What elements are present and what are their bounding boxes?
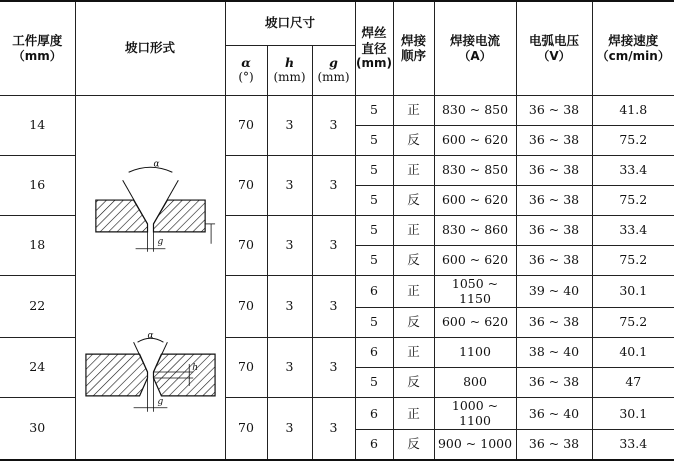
alpha-label: α [152, 158, 160, 169]
header-wire-diameter: 焊丝直径 (mm) [355, 1, 393, 95]
header-g: g (mm) [312, 45, 355, 95]
order-cell: 正 [393, 95, 434, 125]
current-cell: 800 [434, 367, 516, 397]
order-cell: 正 [393, 397, 434, 429]
order-cell: 反 [393, 185, 434, 215]
header-weld-order: 焊接顺序 [393, 1, 434, 95]
dia-cell: 5 [355, 215, 393, 245]
voltage-cell: 36 ~ 38 [516, 367, 592, 397]
thickness-cell: 16 [0, 155, 75, 215]
dia-cell: 6 [355, 397, 393, 429]
table-row [0, 95, 674, 125]
order-cell: 反 [393, 430, 434, 460]
h-cell: 3 [267, 275, 312, 337]
alpha-cell: 70 [225, 397, 267, 459]
v-groove-diagram [76, 154, 225, 264]
speed-cell: 40.1 [592, 337, 674, 367]
alpha-cell: 70 [225, 215, 267, 275]
dia-cell: 5 [355, 367, 393, 397]
dia-cell: 5 [355, 125, 393, 155]
alpha-cell: 70 [225, 155, 267, 215]
header-alpha: α (°) [225, 45, 267, 95]
speed-cell: 41.8 [592, 95, 674, 125]
alpha-cell: 70 [225, 275, 267, 337]
dia-cell: 5 [355, 185, 393, 215]
g-label: g [156, 236, 163, 247]
alpha-cell: 70 [225, 95, 267, 155]
dia-cell: 5 [355, 95, 393, 125]
speed-cell: 33.4 [592, 155, 674, 185]
voltage-cell: 36 ~ 38 [516, 215, 592, 245]
order-cell: 反 [393, 307, 434, 337]
voltage-cell: 36 ~ 38 [516, 185, 592, 215]
thickness-cell: 14 [0, 95, 75, 155]
voltage-cell: 36 ~ 38 [516, 125, 592, 155]
speed-cell: 47 [592, 367, 674, 397]
speed-cell: 33.4 [592, 430, 674, 460]
current-cell: 830 ~ 850 [434, 155, 516, 185]
current-cell: 1100 [434, 337, 516, 367]
dia-cell: 6 [355, 337, 393, 367]
alpha-label-2: α [147, 330, 154, 341]
header-h: h (mm) [267, 45, 312, 95]
voltage-cell: 36 ~ 38 [516, 430, 592, 460]
voltage-cell: 36 ~ 38 [516, 307, 592, 337]
g-cell: 3 [312, 337, 355, 397]
dia-cell: 5 [355, 245, 393, 275]
voltage-cell: 36 ~ 38 [516, 245, 592, 275]
current-cell: 1050 ~ 1150 [434, 275, 516, 307]
header-groove-size: 坡口尺寸 [225, 1, 355, 45]
voltage-cell: 38 ~ 40 [516, 337, 592, 367]
current-cell: 830 ~ 850 [434, 95, 516, 125]
current-cell: 600 ~ 620 [434, 125, 516, 155]
speed-cell: 30.1 [592, 397, 674, 429]
speed-cell: 75.2 [592, 307, 674, 337]
h-cell: 3 [267, 95, 312, 155]
current-cell: 600 ~ 620 [434, 245, 516, 275]
speed-cell: 75.2 [592, 245, 674, 275]
header-current: 焊接电流 （A） [434, 1, 516, 95]
g-cell: 3 [312, 215, 355, 275]
dia-cell: 5 [355, 155, 393, 185]
current-cell: 600 ~ 620 [434, 307, 516, 337]
voltage-cell: 36 ~ 38 [516, 95, 592, 125]
g-cell: 3 [312, 397, 355, 459]
g-cell: 3 [312, 95, 355, 155]
header-speed: 焊接速度 （cm/min） [592, 1, 674, 95]
alpha-cell: 70 [225, 337, 267, 397]
dia-cell: 5 [355, 307, 393, 337]
speed-cell: 75.2 [592, 125, 674, 155]
header-thickness: 工件厚度 （mm） [0, 1, 75, 95]
voltage-cell: 39 ~ 40 [516, 275, 592, 307]
current-cell: 830 ~ 860 [434, 215, 516, 245]
order-cell: 反 [393, 367, 434, 397]
groove-diagram-cell [75, 95, 225, 460]
current-cell: 600 ~ 620 [434, 185, 516, 215]
h-cell: 3 [267, 337, 312, 397]
h-cell: 3 [267, 215, 312, 275]
order-cell: 正 [393, 275, 434, 307]
order-cell: 正 [393, 337, 434, 367]
g-cell: 3 [312, 275, 355, 337]
g-cell: 3 [312, 155, 355, 215]
order-cell: 反 [393, 125, 434, 155]
dia-cell: 6 [355, 430, 393, 460]
speed-cell: 33.4 [592, 215, 674, 245]
voltage-cell: 36 ~ 38 [516, 155, 592, 185]
x-groove-diagram [76, 328, 225, 418]
h-cell: 3 [267, 397, 312, 459]
h-label: h [191, 362, 198, 373]
header-voltage: 电弧电压 （V） [516, 1, 592, 95]
current-cell: 900 ~ 1000 [434, 430, 516, 460]
speed-cell: 75.2 [592, 185, 674, 215]
speed-cell: 30.1 [592, 275, 674, 307]
current-cell: 1000 ~ 1100 [434, 397, 516, 429]
h-cell: 3 [267, 155, 312, 215]
order-cell: 反 [393, 245, 434, 275]
thickness-cell: 22 [0, 275, 75, 337]
order-cell: 正 [393, 155, 434, 185]
thickness-cell: 30 [0, 397, 75, 459]
voltage-cell: 36 ~ 40 [516, 397, 592, 429]
order-cell: 正 [393, 215, 434, 245]
thickness-cell: 24 [0, 337, 75, 397]
header-groove-form: 坡口形式 [75, 1, 225, 95]
g-label-2: g [156, 396, 163, 407]
dia-cell: 6 [355, 275, 393, 307]
thickness-cell: 18 [0, 215, 75, 275]
